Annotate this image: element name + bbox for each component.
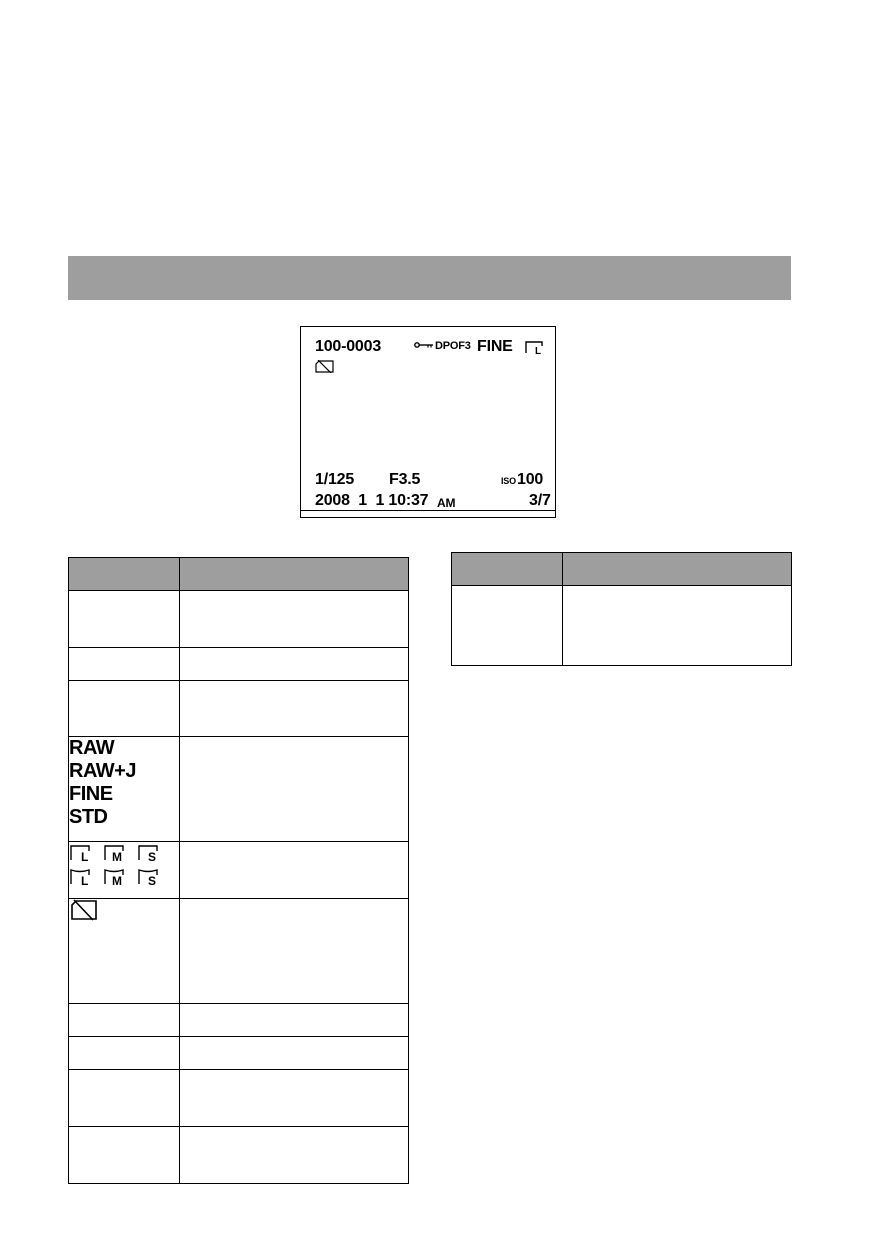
table-row bbox=[69, 1127, 409, 1184]
panorama-medium-icon bbox=[105, 870, 123, 888]
svg-text:S: S bbox=[148, 874, 157, 888]
table-header-row bbox=[452, 553, 792, 586]
section-header-bar bbox=[68, 256, 791, 300]
table-row bbox=[69, 842, 409, 899]
quality-raw: RAW bbox=[69, 737, 115, 759]
image-quality: FINE bbox=[477, 338, 513, 355]
table-row bbox=[69, 681, 409, 737]
table-row bbox=[69, 737, 409, 842]
header-cell-indication bbox=[180, 558, 409, 591]
image-size-small-icon bbox=[139, 846, 157, 864]
frame-counter: 3/7 bbox=[529, 492, 551, 509]
no-memory-card-icon bbox=[69, 899, 99, 921]
file-number: 100-0003 bbox=[315, 338, 382, 355]
header-cell-indication bbox=[563, 553, 792, 586]
quality-fine: FINE bbox=[69, 783, 113, 805]
table-row bbox=[69, 1070, 409, 1127]
quality-standard: STD bbox=[69, 806, 108, 828]
header-cell-display bbox=[452, 553, 563, 586]
image-size-large-icon bbox=[525, 340, 547, 355]
header-cell-display bbox=[69, 558, 180, 591]
recording-date: 2008 1 1 10:37 bbox=[315, 492, 429, 509]
playback-screen-illustration bbox=[300, 326, 556, 518]
svg-text:L: L bbox=[535, 346, 542, 355]
svg-text:M: M bbox=[112, 874, 122, 888]
shutter-speed: 1/125 bbox=[315, 471, 355, 488]
svg-text:L: L bbox=[81, 874, 89, 888]
protect-key-icon bbox=[414, 342, 434, 348]
iso-label: ISO bbox=[501, 476, 516, 486]
table-row bbox=[69, 899, 409, 1004]
recording-ampm: AM bbox=[437, 496, 456, 510]
svg-text:L: L bbox=[81, 850, 89, 864]
table-row bbox=[69, 1037, 409, 1070]
screen-bottom-line bbox=[301, 510, 555, 511]
table-row bbox=[452, 586, 792, 666]
quality-icons-cell bbox=[69, 737, 180, 842]
svg-text:S: S bbox=[148, 850, 157, 864]
table-row bbox=[69, 591, 409, 648]
image-size-icons-cell bbox=[69, 842, 180, 899]
right-indicator-table bbox=[451, 552, 792, 666]
left-indicator-table bbox=[68, 557, 409, 1184]
svg-text:M: M bbox=[112, 850, 122, 864]
image-size-large-icon bbox=[71, 846, 89, 864]
no-card-icon-cell bbox=[69, 899, 180, 1004]
table-row bbox=[69, 1004, 409, 1037]
quality-raw-jpeg: RAW+J bbox=[69, 760, 136, 782]
aperture-value: F3.5 bbox=[389, 471, 421, 488]
panorama-small-icon bbox=[139, 870, 157, 888]
iso-value: 100 bbox=[517, 471, 544, 488]
table-header-row bbox=[69, 558, 409, 591]
table-row bbox=[69, 648, 409, 681]
image-size-icons bbox=[69, 842, 165, 888]
no-memory-card-icon bbox=[315, 360, 335, 373]
image-size-medium-icon bbox=[105, 846, 123, 864]
dpof-indicator: DPOF3 bbox=[435, 340, 471, 352]
panorama-large-icon bbox=[71, 870, 89, 888]
